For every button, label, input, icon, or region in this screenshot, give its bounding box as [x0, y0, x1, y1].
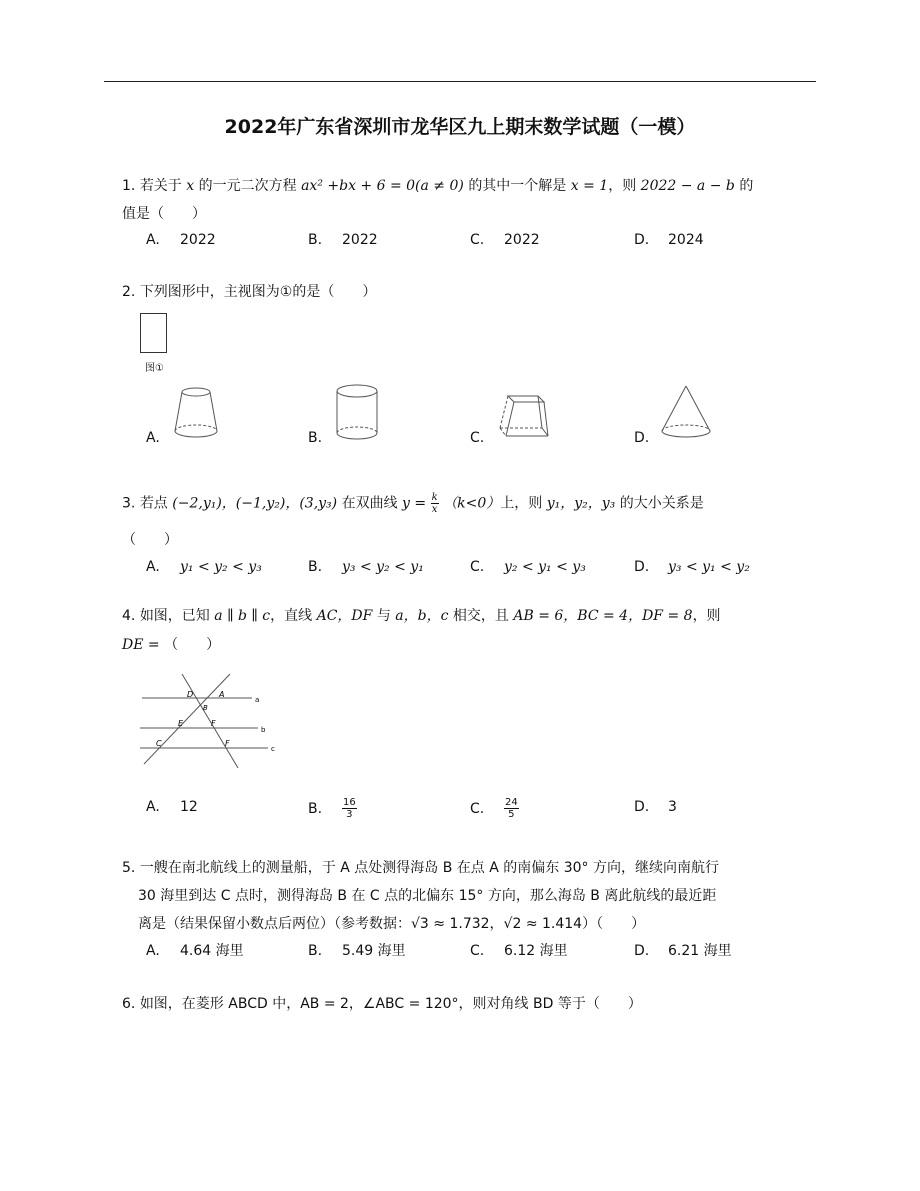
- prism-frustum-figure: [496, 390, 554, 442]
- q1-option-a[interactable]: A. 2022: [146, 232, 216, 248]
- q5-option-c[interactable]: C. 6.12 海里: [470, 943, 568, 959]
- question-1: 1. 若关于 x 的一元二次方程 ax² +bx + 6 = 0(a ≠ 0) 的其中一个解是 x = 1，则 2022 − a − b 的: [122, 178, 754, 194]
- q2-option-c[interactable]: C.: [470, 430, 485, 446]
- q4-option-a[interactable]: A. 12: [146, 799, 198, 815]
- q4-option-c[interactable]: C. $\frac{24}{5}$: [470, 797, 518, 820]
- q2-option-d[interactable]: D.: [634, 430, 650, 446]
- label-C: C: [156, 739, 162, 748]
- label-B: B: [203, 704, 208, 712]
- question-5-line3: 离是（结果保留小数点后两位）（参考数据：√3 ≈ 1.732，√2 ≈ 1.414）（ ）: [138, 916, 646, 932]
- label-c: c: [271, 745, 275, 753]
- q1-option-c[interactable]: C. 2022: [470, 232, 540, 248]
- q1-option-b[interactable]: B. 2022: [308, 232, 378, 248]
- label-F-lower: F: [225, 739, 230, 748]
- q3-option-b[interactable]: B. y₃ < y₂ < y₁: [308, 559, 424, 575]
- q5-option-b[interactable]: B. 5.49 海里: [308, 943, 406, 959]
- cylinder-figure: [335, 383, 381, 443]
- question-4: 4. 如图，已知 a ∥ b ∥ c，直线 AC，DF 与 a，b，c 相交，且 AB = 6，BC = 4，DF = 8，则: [122, 608, 721, 624]
- question-1-line2: 值是（ ）: [122, 206, 206, 222]
- top-rule: [104, 81, 816, 82]
- label-D: D: [187, 690, 194, 699]
- question-5: 5. 一艘在南北航线上的测量船，于 A 点处测得海岛 B 在点 A 的南偏东 30° 方向，继续向南航行: [122, 860, 719, 876]
- figure-1-caption: 图①: [145, 363, 164, 374]
- q3-option-a[interactable]: A. y₁ < y₂ < y₃: [146, 559, 262, 575]
- cone-figure: [658, 384, 714, 444]
- q3-option-d[interactable]: D. y₃ < y₁ < y₂: [634, 559, 750, 575]
- frustum-figure: [172, 384, 222, 442]
- label-b: b: [261, 726, 266, 734]
- label-A: A: [219, 690, 225, 699]
- q5-option-a[interactable]: A. 4.64 海里: [146, 943, 244, 959]
- q2-option-b[interactable]: B.: [308, 430, 323, 446]
- figure-1-rectangle: [140, 313, 167, 353]
- label-F-upper: F: [211, 719, 216, 728]
- label-a: a: [255, 696, 260, 704]
- q4-option-d[interactable]: D. 3: [634, 799, 677, 815]
- page-title: 2022年广东省深圳市龙华区九上期末数学试题（一模）: [224, 116, 696, 138]
- k-over-x-fraction: $\frac{k}{x}$: [431, 492, 438, 515]
- q4-option-b[interactable]: B. $\frac{16}{3}$: [308, 797, 356, 820]
- question-number: 1.: [122, 178, 136, 194]
- question-6: 6. 如图，在菱形 ABCD 中，AB = 2，∠ABC = 120°，则对角线 BD 等于（ ）: [122, 996, 642, 1012]
- question-3-line2: （ ）: [122, 532, 178, 548]
- q3-option-c[interactable]: C. y₂ < y₁ < y₃: [470, 559, 586, 575]
- question-2: 2. 下列图形中，主视图为①的是（ ）: [122, 284, 377, 300]
- q2-option-a[interactable]: A.: [146, 430, 160, 446]
- q5-option-d[interactable]: D. 6.21 海里: [634, 943, 732, 959]
- q1-option-d[interactable]: D. 2024: [634, 232, 704, 248]
- question-3: 3. 若点 (−2,y₁)，(−1,y₂)，(3,y₃) 在双曲线 y = $\frac{k}{x}$ （k<0）上，则 y₁，y₂，y₃ 的大小关系是: [122, 492, 704, 515]
- question-4-line2: DE = （ ）: [122, 637, 221, 653]
- parallel-lines-figure: [140, 670, 280, 770]
- question-5-line2: 30 海里到达 C 点时，测得海岛 B 在 C 点的北偏东 15° 方向，那么海岛 B 离此航线的最近距: [138, 888, 717, 904]
- label-E: E: [178, 719, 184, 728]
